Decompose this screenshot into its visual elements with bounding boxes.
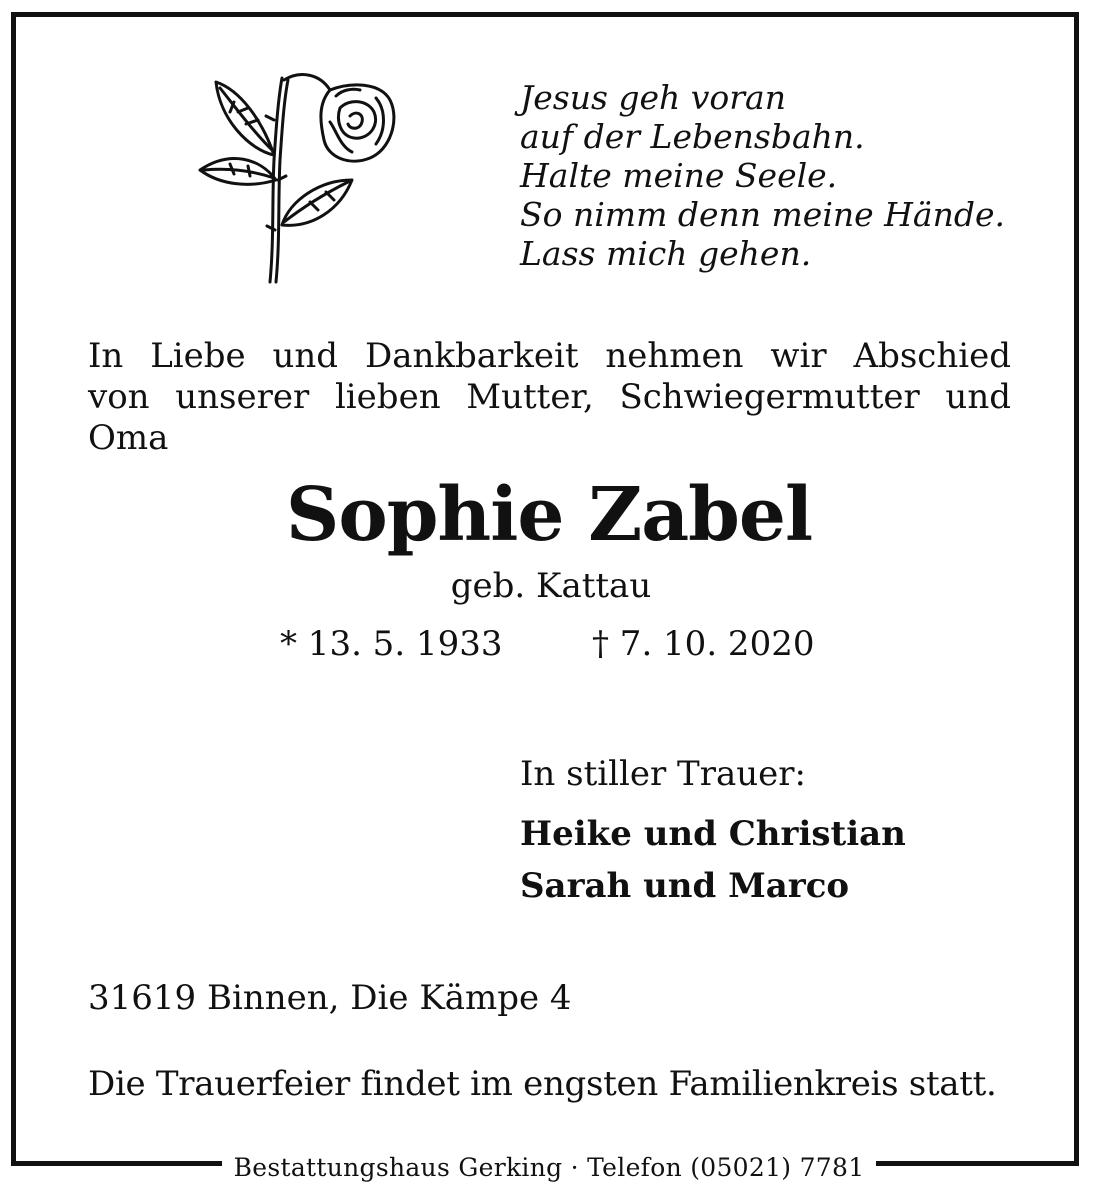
rose-icon (190, 60, 410, 285)
funeral-home-contact: Bestattungshaus Gerking · Telefon (05021) 7781 (222, 1152, 877, 1184)
poem-line: Halte meine Seele. (520, 156, 838, 195)
intro-paragraph (88, 336, 1011, 459)
mourners-list (520, 808, 906, 912)
poem-line: So nimm denn meine Hände. (520, 195, 1005, 234)
mourning-label: In stiller Trauer: (520, 754, 806, 794)
deceased-name: Sophie Zabel (285, 472, 813, 558)
intro-line: In Liebe und Dankbarkeit nehmen wir Abschied (88, 336, 1011, 376)
intro-line: von unserer lieben Mutter, Schwiegermutter und (88, 377, 1011, 417)
maiden-name: geb. Kattau (450, 566, 652, 606)
address: 31619 Binnen, Die Kämpe 4 (88, 978, 572, 1018)
birth-date: * 13. 5. 1933 (280, 624, 503, 664)
mourner-name: Sarah und Marco (520, 866, 850, 906)
intro-line: Oma (88, 418, 169, 458)
poem-line: auf der Lebensbahn. (520, 117, 865, 156)
poem-verse (520, 78, 1005, 273)
funeral-note: Die Trauerfeier findet im engsten Familienkreis statt. (88, 1064, 997, 1104)
poem-line: Lass mich gehen. (520, 234, 812, 273)
death-date: † 7. 10. 2020 (592, 624, 815, 664)
footer (0, 1152, 1098, 1184)
mourner-name: Heike und Christian (520, 814, 906, 854)
poem-line: Jesus geh voran (520, 78, 786, 117)
